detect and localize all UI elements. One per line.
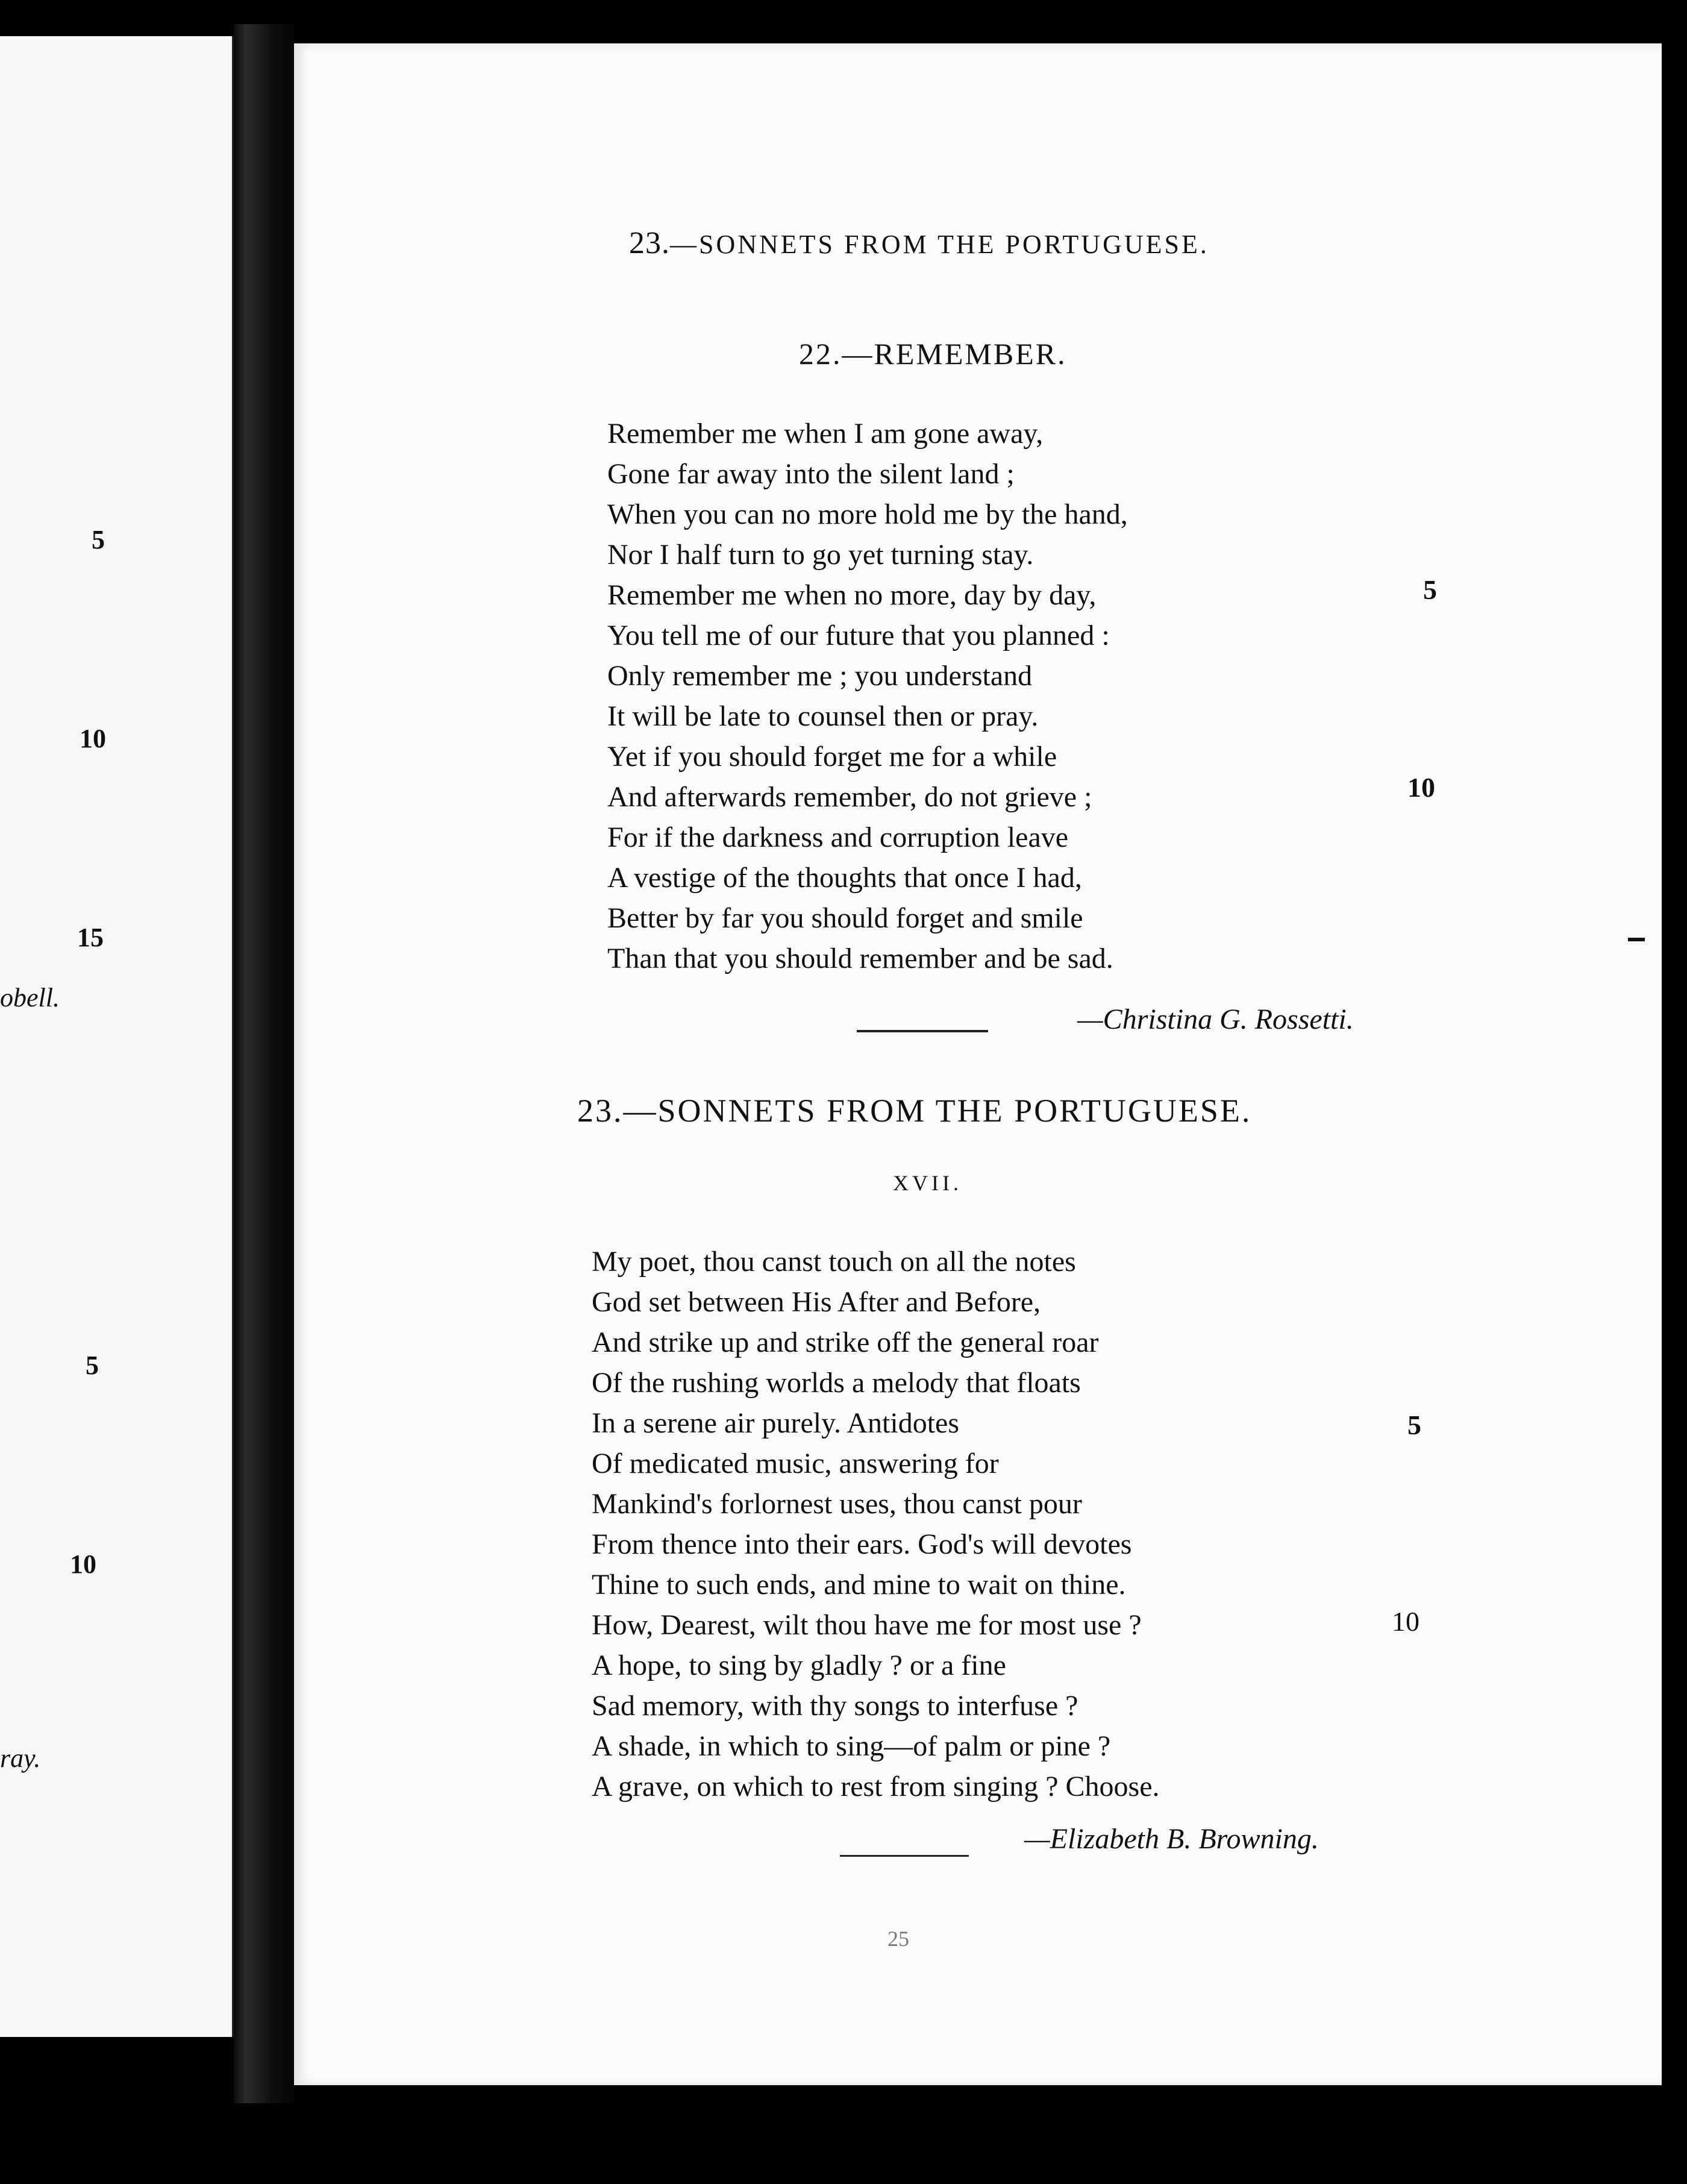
left-line-number: 5 xyxy=(92,525,105,554)
poem-author: —Elizabeth B. Browning. xyxy=(1024,1823,1319,1855)
left-line-number: 5 xyxy=(86,1351,99,1380)
poem-line: A grave, on which to rest from singing ? Choose. xyxy=(592,1771,1160,1803)
poem-line: A hope, to sing by gladly ? or a fine xyxy=(592,1649,1006,1681)
poem-line: Only remember me ; you understand xyxy=(607,660,1033,692)
poem-line: Yet if you should forget me for a while xyxy=(607,741,1057,773)
poem-body xyxy=(592,1241,1160,1807)
poem-line: From thence into their ears. God's will devotes xyxy=(592,1528,1132,1560)
poem-line: My poet, thou canst touch on all the notes xyxy=(592,1246,1076,1278)
poem-line: How, Dearest, wilt thou have me for most use ? xyxy=(592,1609,1142,1641)
poem-line: And afterwards remember, do not grieve ; xyxy=(607,781,1092,813)
book-gutter xyxy=(234,24,294,2103)
page-number: 25 xyxy=(887,1927,909,1951)
poem-line: Better by far you should forget and smile xyxy=(607,902,1083,934)
poem-line: A shade, in which to sing—of palm or pine ? xyxy=(592,1730,1111,1762)
poem-line: Gone far away into the silent land ; xyxy=(607,458,1015,490)
poem-line: Remember me when no more, day by day, xyxy=(607,579,1097,611)
left-line-number: 10 xyxy=(70,1549,96,1579)
poem-line: A vestige of the thoughts that once I had, xyxy=(607,862,1082,894)
poem-body xyxy=(607,413,1128,979)
poem-line: Of the rushing worlds a melody that floats xyxy=(592,1367,1081,1399)
poem-line: Mankind's forlornest uses, thou canst pour xyxy=(592,1488,1082,1520)
poem-line: It will be late to counsel then or pray. xyxy=(607,700,1039,732)
left-signature-fragment: ray. xyxy=(0,1743,41,1773)
left-line-number: 15 xyxy=(77,923,104,952)
poem-title: 23.—SONNETS FROM THE PORTUGUESE. xyxy=(577,1093,1252,1129)
section-divider xyxy=(840,1855,969,1857)
running-head-text: —SONNETS FROM THE PORTUGUESE. xyxy=(670,230,1209,259)
poem-line: Sad memory, with thy songs to interfuse ? xyxy=(592,1690,1078,1722)
poem-author: —Christina G. Rossetti. xyxy=(1077,1003,1354,1035)
book-page xyxy=(294,43,1662,2085)
line-number: 5 xyxy=(1407,1410,1421,1440)
poem-line: Of medicated music, answering for xyxy=(592,1448,999,1480)
poem-line: You tell me of our future that you planned : xyxy=(607,620,1110,651)
poem-line: Nor I half turn to go yet turning stay. xyxy=(607,539,1034,571)
running-head-number: 23. xyxy=(629,226,670,260)
running-head xyxy=(629,225,1209,261)
previous-page-fragment xyxy=(0,36,234,2037)
poem-line: When you can no more hold me by the hand, xyxy=(607,498,1128,530)
poem-line: Thine to such ends, and mine to wait on thine. xyxy=(592,1569,1126,1601)
poem-line: God set between His After and Before, xyxy=(592,1286,1041,1318)
poem-line: Remember me when I am gone away, xyxy=(607,418,1044,450)
poem-line: Than that you should remember and be sad. xyxy=(607,943,1113,974)
section-divider xyxy=(857,1030,988,1032)
line-number: 5 xyxy=(1423,574,1437,605)
poem-line: And strike up and strike off the general roar xyxy=(592,1326,1099,1358)
line-number: 10 xyxy=(1392,1606,1419,1637)
poem-line: For if the darkness and corruption leave xyxy=(607,821,1069,853)
left-signature-fragment: obell. xyxy=(0,983,60,1012)
poem-line: In a serene air purely. Antidotes xyxy=(592,1407,960,1439)
poem-title: 22.—REMEMBER. xyxy=(799,337,1067,371)
line-number: 10 xyxy=(1407,772,1435,803)
left-line-number: 10 xyxy=(80,724,106,753)
poem-subtitle: XVII. xyxy=(893,1171,962,1195)
page-edge-mark xyxy=(1628,938,1645,941)
